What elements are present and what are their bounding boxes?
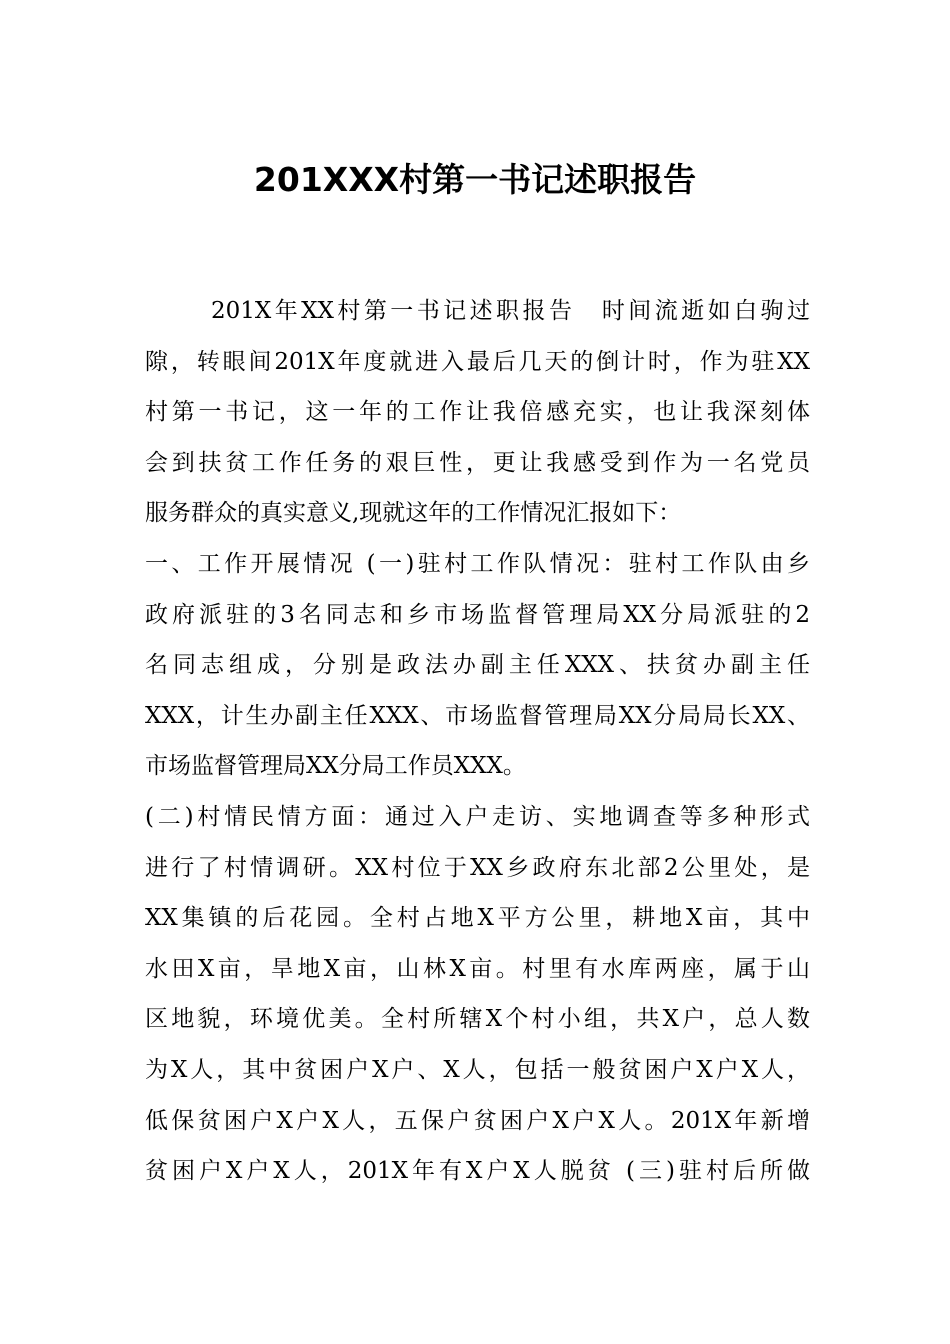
body-line: 村第一书记，这一年的工作让我倍感充实，也让我深刻体 [145, 399, 810, 426]
body-line: 市场监督管理局XX分局工作员XXX。 [145, 753, 526, 780]
body-line: XX集镇的后花园。全村占地X平方公里，耕地X亩，其中 [145, 905, 810, 932]
body-line: 区地貌，环境优美。全村所辖X个村小组，共X户，总人数 [145, 1006, 810, 1033]
body-line: 水田X亩，旱地X亩，山林X亩。村里有水库两座，属于山 [145, 955, 810, 982]
body-line: 201X年XX村第一书记述职报告 时间流逝如白驹过 [211, 298, 810, 324]
body-line: 会到扶贫工作任务的艰巨性，更让我感受到作为一名党员 [145, 449, 810, 476]
body-line: (二)村情民情方面：通过入户走访、实地调查等多种形式 [145, 803, 810, 830]
document-title: 201XXX村第一书记述职报告 [253, 160, 697, 199]
body-line: 为X人，其中贫困户X户、X人，包括一般贫困户X户X人， [145, 1056, 810, 1083]
body-line: 名同志组成，分别是政法办副主任XXX、扶贫办副主任 [145, 652, 810, 679]
body-line: 服务群众的真实意义,现就这年的工作情况汇报如下： [145, 500, 682, 527]
body-line: 低保贫困户X户X人，五保户贫困户X户X人。201X年新增 [145, 1107, 810, 1134]
body-line: 隙，转眼间201X年度就进入最后几天的倒计时，作为驻XX [145, 348, 810, 375]
document-body [145, 286, 810, 1197]
body-line: 进行了村情调研。XX村位于XX乡政府东北部2公里处，是 [145, 854, 810, 881]
body-line: 一、工作开展情况 (一)驻村工作队情况：驻村工作队由乡 [145, 550, 810, 577]
body-line: 政府派驻的3名同志和乡市场监督管理局XX分局派驻的2 [145, 601, 810, 628]
body-line: XXX，计生办副主任XXX、市场监督管理局XX分局局长XX、 [145, 702, 810, 729]
body-line: 贫困户X户X人，201X年有X户X人脱贫 (三)驻村后所做 [145, 1158, 810, 1185]
